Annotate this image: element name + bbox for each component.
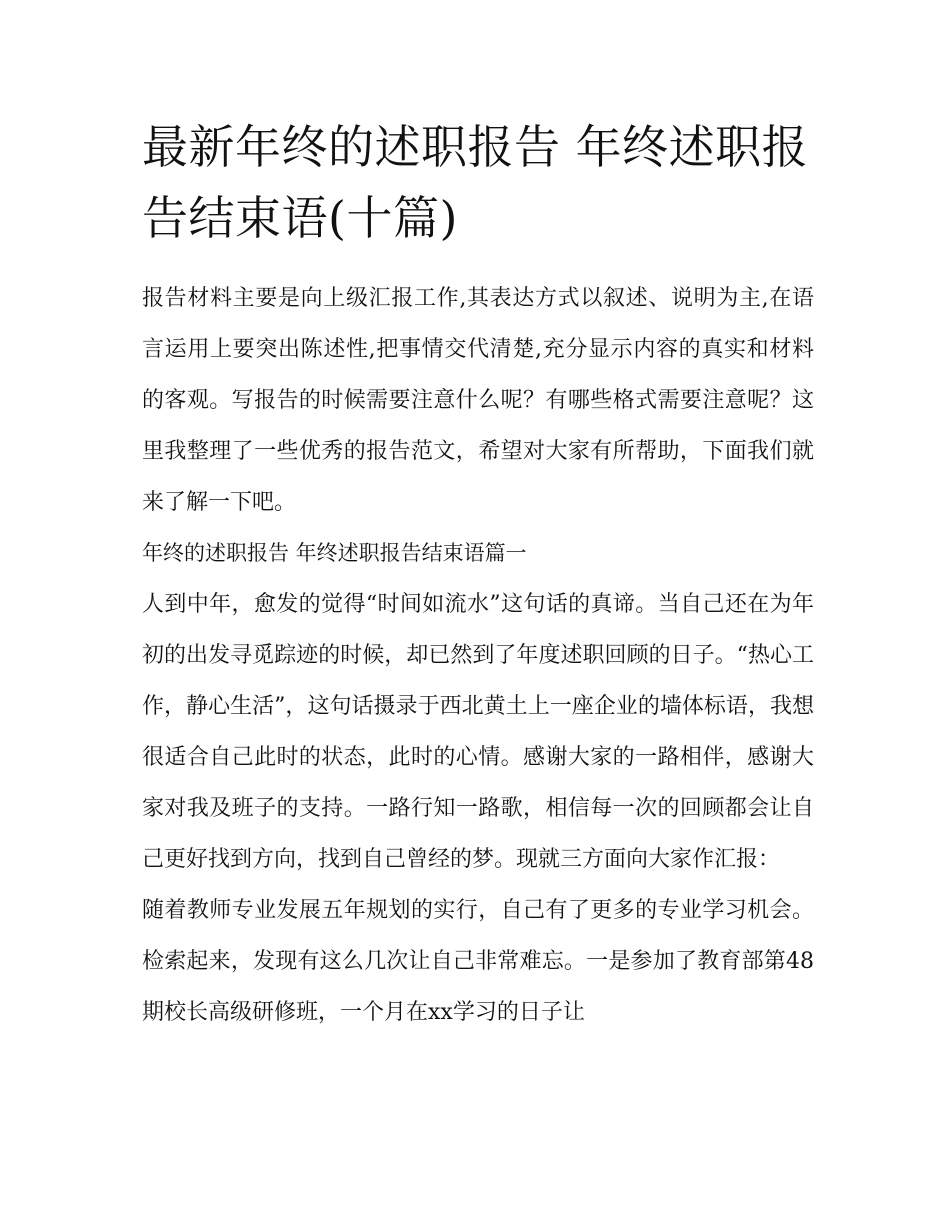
section-heading: 年终的述职报告 年终述职报告结束语篇一 [142, 541, 527, 565]
document-content [142, 112, 814, 1038]
body-paragraph-1: 人到中年，愈发的觉得“时间如流水”这句话的真谛。当自己还在为年初的出发寻觅踪迹的时候，却已然到了年度述职回顾的日子。“热心工作，静心生活”，这句话摄录于西北黄土上一座企业的墙体标语，我想很适合自己此时的状态，此时的心情。感谢大家的一路相伴，感谢大家对我及班子的支持。一路行知一路歌，相信每一次的回顾都会让自己更好找到方向，找到自己曾经的梦。现就三方面向大家作汇报： [142, 592, 814, 872]
document-title: 最新年终的述职报告 年终述职报告结束语(十篇) [142, 120, 809, 245]
intro-paragraph: 报告材料主要是向上级汇报工作,其表达方式以叙述、说明为主,在语言运用上要突出陈述性,把事情交代清楚,充分显示内容的真实和材料的客观。写报告的时候需要注意什么呢？有哪些格式需要注意呢？这里我整理了一些优秀的报告范文，希望对大家有所帮助，下面我们就来了解一下吧。 [142, 286, 814, 515]
body-paragraph-2: 随着教师专业发展五年规划的实行，自己有了更多的专业学习机会。检索起来，发现有这么几次让自己非常难忘。一是参加了教育部第48期校长高级研修班，一个月在xx学习的日子让 [142, 898, 814, 1025]
document-body [142, 273, 814, 1038]
